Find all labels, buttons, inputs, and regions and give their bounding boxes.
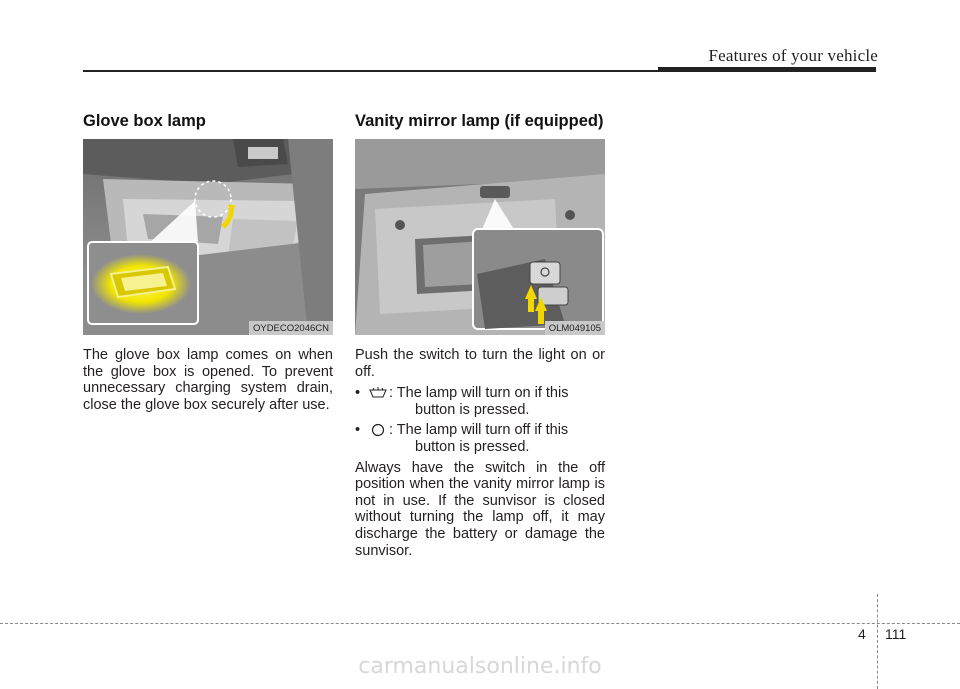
glove-box-figure — [83, 139, 333, 335]
list-item — [355, 385, 605, 418]
bullet-line: : The lamp will turn on if this — [389, 385, 569, 402]
bullet-dot: • — [355, 422, 361, 439]
vanity-note: Always have the switch in the off position when the vanity mirror lamp is not in use. If the sunvisor is closed without turning the lamp off, it may discharge the battery or damage the sunvisor. — [355, 459, 605, 559]
lamp-on-icon — [367, 385, 389, 401]
figure-code: OYDECO2046CN — [249, 321, 333, 335]
chapter-number: 4 — [858, 626, 866, 642]
bullet-line: button is pressed. — [415, 401, 530, 418]
bullet-text — [389, 385, 605, 418]
bullet-line: button is pressed. — [415, 438, 530, 455]
glove-box-body: The glove box lamp comes on when the glove box is opened. To prevent unnecessary charging system drain, close the glove box securely after use. — [83, 347, 333, 413]
vanity-heading: Vanity mirror lamp (if equipped) — [355, 112, 604, 130]
list-item — [355, 422, 605, 455]
glove-box-illustration — [83, 139, 333, 335]
vanity-figure — [355, 139, 605, 335]
vanity-intro: Push the switch to turn the light on or off. — [355, 347, 605, 380]
lamp-off-icon — [367, 422, 389, 438]
glove-box-heading: Glove box lamp — [83, 112, 206, 130]
header-rule-accent — [658, 67, 876, 72]
page-number: 111 — [885, 626, 907, 642]
running-header: Features of your vehicle — [708, 46, 878, 65]
bullet-text — [389, 422, 605, 455]
watermark: carmanualsonline.info — [358, 654, 602, 679]
figure-code: OLM049105 — [545, 321, 605, 335]
bullet-line: : The lamp will turn off if this — [389, 422, 569, 439]
footer-rule — [0, 623, 960, 624]
bullet-dot: • — [355, 385, 361, 402]
vanity-illustration — [355, 139, 605, 335]
vanity-body — [355, 347, 605, 564]
